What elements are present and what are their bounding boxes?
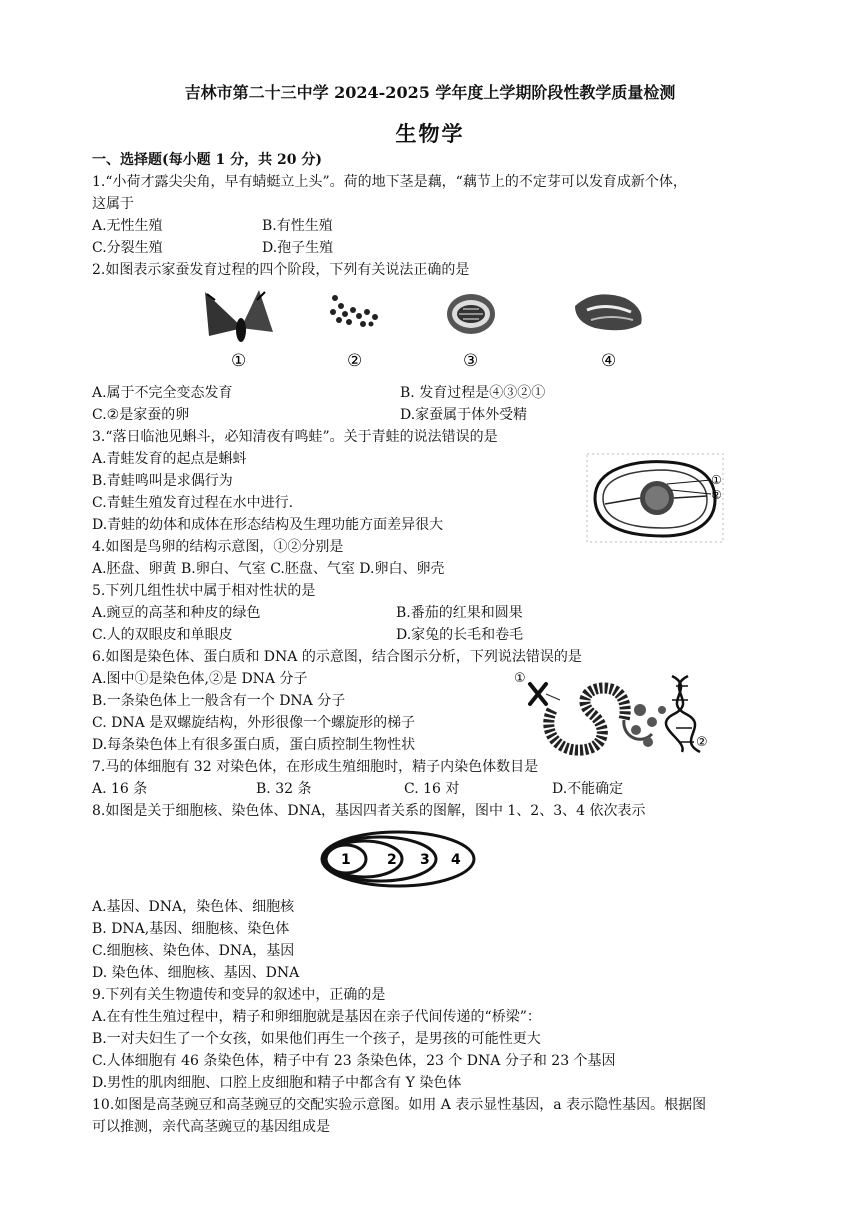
q2-stem: 2.如图表示家蚕发育过程的四个阶段，下列有关说法正确的是 xyxy=(92,262,470,278)
q2-option-a: A.属于不完全变态发育 xyxy=(92,385,233,401)
chromosome-icon xyxy=(530,684,546,704)
q7-stem: 7.马的体细胞有 32 对染色体，在形成生殖细胞时，精子内染色体数目是 xyxy=(92,759,539,775)
q6-option-c: C. DNA 是双螺旋结构，外形很像一个螺旋形的梯子 xyxy=(92,715,416,731)
q4-stem: 4.如图是鸟卵的结构示意图，①②分别是 xyxy=(92,539,344,555)
chromosome-dna-figure xyxy=(512,670,722,760)
q6-option-b: B.一条染色体上一般含有一个 DNA 分子 xyxy=(92,693,346,709)
q1-stem-line2: 这属于 xyxy=(92,196,134,212)
q3-option-b: B.青蛙鸣叫是求偶行为 xyxy=(92,473,233,489)
q7-option-c: C. 16 对 xyxy=(404,781,460,797)
section-heading: 一、选择题(每小题 1 分，共 20 分) xyxy=(92,152,322,168)
nested-ellipses-figure xyxy=(318,828,478,890)
ellipse-label-4: 4 xyxy=(451,852,461,868)
q7-option-d: D.不能确定 xyxy=(552,781,624,797)
fig-label-2: ② xyxy=(347,351,363,371)
q9-option-d: D.男性的肌肉细胞、口腔上皮细胞和精子中都含有 Y 染色体 xyxy=(92,1075,462,1091)
protein-beads-icon xyxy=(631,704,666,747)
q9-stem: 9.下列有关生物遗传和变异的叙述中，正确的是 xyxy=(92,987,386,1003)
q6-stem: 6.如图是染色体、蛋白质和 DNA 的示意图，结合图示分析，下列说法错误的是 xyxy=(92,649,582,665)
q3-option-a: A.青蛙发育的起点是蝌蚪 xyxy=(92,451,247,467)
q7-option-b: B. 32 条 xyxy=(256,781,312,797)
q9-option-b: B.一对夫妇生了一个女孩，如果他们再生一个孩子，是男孩的可能性更大 xyxy=(92,1031,541,1047)
q8-stem: 8.如图是关于细胞核、染色体、DNA，基因四者关系的图解，图中 1、2、3、4 依次表示 xyxy=(92,803,646,819)
q10-stem-line2: 可以推测，亲代高茎豌豆的基因组成是 xyxy=(92,1119,330,1135)
q10-stem-line1: 10.如图是高茎豌豆和高茎豌豆的交配实验示意图。如用 A 表示显性基因，a 表示隐性基因。根据图 xyxy=(92,1097,707,1113)
q1-option-a: A.无性生殖 xyxy=(92,218,163,234)
fig-label-1: ① xyxy=(231,351,247,371)
q5-option-b: B.番茄的红果和圆果 xyxy=(396,605,523,621)
q8-option-b: B. DNA,基因、细胞核、染色体 xyxy=(92,921,290,937)
q5-stem: 5.下列几组性状中属于相对性状的是 xyxy=(92,583,316,599)
q8-option-d: D. 染色体、细胞核、基因、DNA xyxy=(92,965,300,981)
chromosome-label-1: ① xyxy=(514,671,526,686)
ellipse-label-3: 3 xyxy=(420,852,430,868)
q6-option-d: D.每条染色体上有很多蛋白质，蛋白质控制生物性状 xyxy=(92,737,416,753)
q1-stem-line1: 1.“小荷才露尖尖角，早有蜻蜓立上头”。荷的地下茎是藕，“藕节上的不定芽可以发育成新个体， xyxy=(92,174,687,190)
bird-egg-figure xyxy=(585,450,735,545)
fig-label-4: ④ xyxy=(601,351,617,371)
q9-option-a: A.在有性生殖过程中，精子和卵细胞就是基因在亲子代间传递的“桥梁”： xyxy=(92,1009,541,1025)
larva-on-leaf-icon xyxy=(575,294,642,330)
egg-label-2: ② xyxy=(711,488,722,502)
q3-option-c: C.青蛙生殖发育过程在水中进行. xyxy=(92,495,294,511)
dna-double-helix-icon xyxy=(666,676,700,752)
q4-options: A.胚盘、卵黄 B.卵白、气室 C.胚盘、气室 D.卵白、卵壳 xyxy=(92,561,445,577)
q3-stem: 3.“落日临池见蝌斗，必知清夜有鸣蛙”。关于青蛙的说法错误的是 xyxy=(92,429,498,445)
q3-option-d: D.青蛙的幼体和成体在形态结构及生理功能方面差异很大 xyxy=(92,517,444,533)
fig-label-3: ③ xyxy=(463,351,479,371)
q9-option-c: C.人体细胞有 46 条染色体，精子中有 23 条染色体，23 个 DNA 分子和 23 个基因 xyxy=(92,1053,616,1069)
q7-option-a: A. 16 条 xyxy=(92,781,148,797)
q2-option-d: D.家蚕属于体外受精 xyxy=(400,407,528,423)
moth-icon xyxy=(205,290,273,342)
egg-label-1: ① xyxy=(711,473,722,487)
q8-option-a: A.基因、DNA，染色体、细胞核 xyxy=(92,899,295,915)
q1-option-b: B.有性生殖 xyxy=(262,218,333,234)
q5-option-d: D.家兔的长毛和卷毛 xyxy=(396,627,524,643)
q6-option-a: A.图中①是染色体,②是 DNA 分子 xyxy=(92,671,308,687)
pupa-icon xyxy=(447,294,495,334)
q5-option-c: C.人的双眼皮和单眼皮 xyxy=(92,627,233,643)
ellipse-label-1: 1 xyxy=(341,852,351,868)
q8-option-c: C.细胞核、染色体、DNA，基因 xyxy=(92,943,295,959)
school-title: 吉林市第二十三中学 2024-2025 学年度上学期阶段性教学质量检测 xyxy=(184,83,676,102)
subject-title: 生物学 xyxy=(395,121,465,146)
dna-label-2: ② xyxy=(696,735,708,750)
silkworm-stages-figure xyxy=(195,284,675,374)
ellipse-label-2: 2 xyxy=(387,852,397,868)
eggs-icon xyxy=(330,295,378,327)
q1-option-c: C.分裂生殖 xyxy=(92,240,163,256)
q5-option-a: A.豌豆的高茎和种皮的绿色 xyxy=(92,605,261,621)
q2-option-c: C.②是家蚕的卵 xyxy=(92,407,190,423)
q2-option-b: B. 发育过程是④③②① xyxy=(400,385,546,401)
q1-option-d: D.孢子生殖 xyxy=(262,240,334,256)
